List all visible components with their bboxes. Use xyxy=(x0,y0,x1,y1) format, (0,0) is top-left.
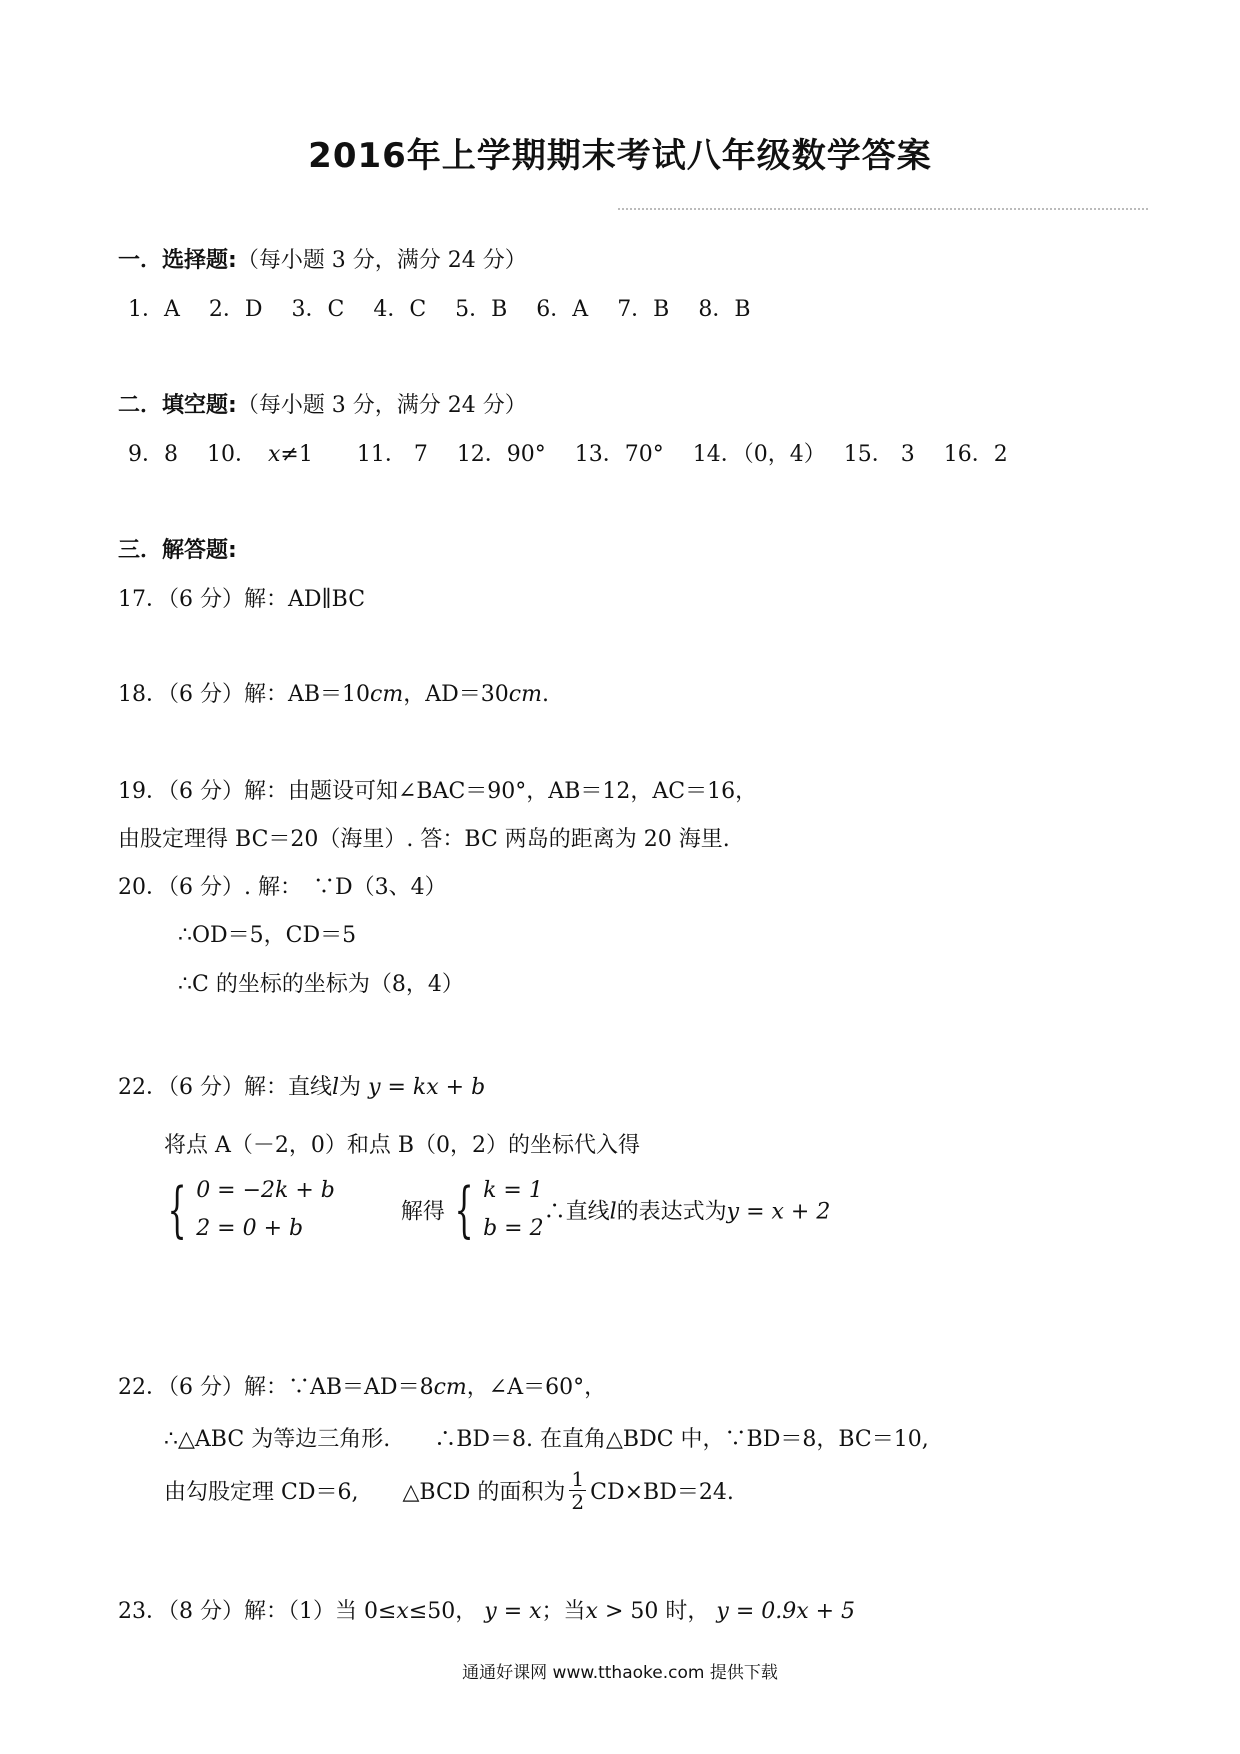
equation: k = 1 xyxy=(483,1178,543,1203)
answer-20-line3: ∴C 的坐标的坐标为（8，4） xyxy=(178,972,464,997)
text: ，∠A＝60°， xyxy=(466,1375,607,1400)
text: ；当 xyxy=(541,1599,586,1624)
equation: y = x + 2 xyxy=(726,1199,831,1225)
text: ∴直线 xyxy=(543,1199,610,1225)
section-label: 二．填空题: xyxy=(118,393,237,418)
answer-17: 17．（6 分）解：AD∥BC xyxy=(118,587,366,612)
answer-20-line1: 20．（6 分）. 解： ∵D（3、4） xyxy=(118,875,447,900)
text: ，AD＝30 xyxy=(403,682,509,707)
denominator: 2 xyxy=(571,1490,585,1514)
equation-system xyxy=(483,1172,544,1248)
unit: cm xyxy=(370,682,404,707)
text: 由勾股定理 CD＝6, △BCD 的面积为 xyxy=(164,1480,566,1505)
text: CD×BD＝24. xyxy=(590,1480,734,1505)
equation: y = 0.9x + 5 xyxy=(716,1599,856,1624)
equation: 0 = −2k + b xyxy=(196,1178,335,1203)
answer-22b-line1 xyxy=(118,1370,606,1401)
equation: b = 2 xyxy=(483,1216,544,1241)
text: 18．（6 分）解：AB＝10 xyxy=(118,682,371,707)
variable: l xyxy=(609,1199,617,1225)
unit: cm xyxy=(433,1375,467,1400)
answer-19-line1: 19．（6 分）解：由题设可知∠BAC＝90°，AB＝12，AC＝16， xyxy=(118,779,758,804)
equation-system xyxy=(196,1172,335,1248)
text: 为 xyxy=(339,1075,362,1100)
answer-22a-line2: 将点 A（－2，0）和点 B（0，2）的坐标代入得 xyxy=(164,1133,641,1158)
section-fill-heading xyxy=(118,388,527,419)
answer-23 xyxy=(118,1594,855,1625)
text: ≤50， xyxy=(408,1599,478,1624)
answer-20-line2: ∴OD＝5，CD＝5 xyxy=(178,923,357,948)
section-note: （每小题 3 分，满分 24 分） xyxy=(236,248,527,273)
text: . xyxy=(541,682,549,707)
text: > 50 时， xyxy=(597,1599,710,1624)
text: 的表达式为 xyxy=(616,1199,727,1225)
answer-18 xyxy=(118,677,549,708)
fill-answers-part: ≠1 11． 7 12．90° 13．70° 14．（0，4） 15． 3 16．2 xyxy=(280,442,1008,467)
choice-answers: 1．A 2．D 3．C 4．C 5．B 6．A 7．B 8．B xyxy=(128,297,751,322)
fill-answers xyxy=(128,437,1008,468)
variable: x xyxy=(267,442,281,467)
equation: y = kx + b xyxy=(368,1075,486,1100)
answer-22b-line3 xyxy=(164,1468,734,1513)
section-label: 一．选择题: xyxy=(118,248,237,273)
numerator: 1 xyxy=(571,1467,585,1491)
answer-22b-line2: ∴△ABC 为等边三角形. ∴BD＝8. 在直角△BDC 中，∵BD＝8，BC＝10, xyxy=(164,1427,929,1452)
text: 22．（6 分）解：∵AB＝AD＝8 xyxy=(118,1375,434,1400)
section-note: （每小题 3 分，满分 24 分） xyxy=(236,393,527,418)
text: 22．（6 分）解：直线 xyxy=(118,1075,332,1100)
section-choice-heading xyxy=(118,243,527,274)
section-label: 三．解答题: xyxy=(118,538,237,563)
equation: y = x xyxy=(484,1599,542,1624)
text: 23．（8 分）解：（1）当 0≤ xyxy=(118,1599,397,1624)
text: 解得 xyxy=(400,1199,445,1225)
brace: { xyxy=(454,1175,474,1245)
section-solve-heading xyxy=(118,533,237,564)
answer-22a-line1 xyxy=(118,1070,485,1101)
equation: 2 = 0 + b xyxy=(196,1216,304,1241)
answer-19-line2: 由股定理得 BC＝20（海里）. 答：BC 两岛的距离为 20 海里. xyxy=(118,827,730,852)
variable: x xyxy=(396,1599,409,1624)
fill-answers-part: 9．8 10． xyxy=(128,442,268,467)
fraction xyxy=(569,1468,586,1513)
footer-credit: 通通好课网 www.tthaoke.com 提供下载 xyxy=(462,1663,778,1683)
page-title: 2016年上学期期末考试八年级数学答案 xyxy=(308,136,932,176)
dotted-divider xyxy=(618,208,1148,210)
variable: l xyxy=(332,1075,340,1100)
variable: x xyxy=(585,1599,598,1624)
brace: { xyxy=(167,1175,187,1245)
unit: cm xyxy=(508,682,542,707)
answer-22a-systems xyxy=(158,1172,830,1248)
